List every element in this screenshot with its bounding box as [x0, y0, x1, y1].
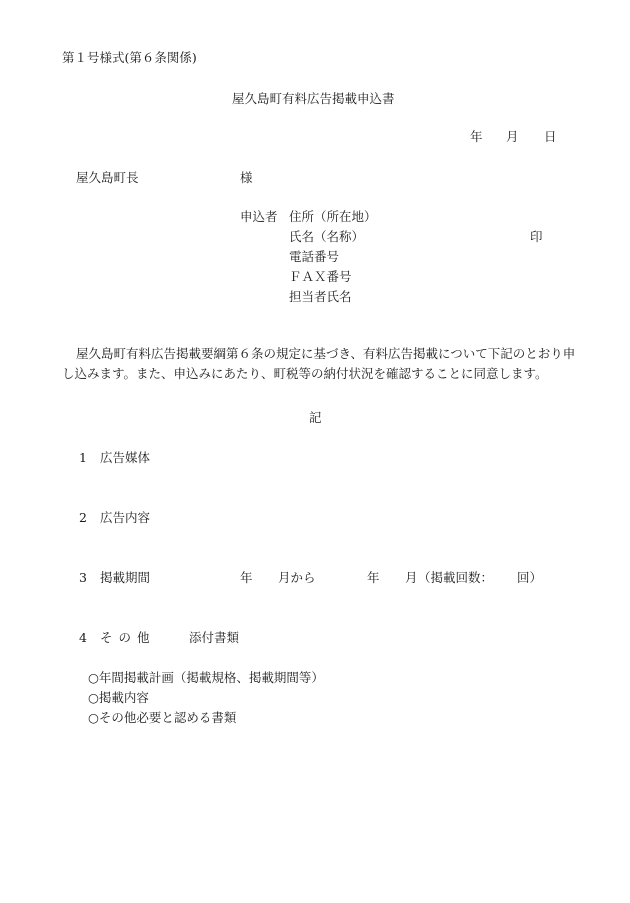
attachment-annual-plan: ○年間掲載計画（掲載規格、掲載期間等） [88, 670, 324, 685]
applicant-name-field: 氏名（名称） [289, 229, 365, 244]
seal-mark: 印 [530, 229, 543, 244]
period-to-year: 年 [367, 570, 380, 585]
form-number: 第１号様式(第６条関係) [62, 50, 197, 65]
addressee-honorific: 様 [240, 170, 253, 185]
date-year-label: 年 [470, 129, 483, 144]
item-3-number: 3 [79, 570, 87, 585]
item-3-label: 掲載期間 [100, 570, 151, 585]
date-month-label: 月 [506, 129, 519, 144]
insertion-count-unit: 回） [517, 570, 543, 585]
application-body-text [62, 344, 582, 384]
item-1-label: 広告媒体 [100, 450, 151, 465]
insertion-count-label: （掲載回数： [418, 570, 494, 585]
item-4-number: 4 [79, 630, 87, 645]
date-day-label: 日 [544, 129, 557, 144]
form-title: 屋久島町有料広告掲載申込書 [232, 91, 395, 106]
item-1-number: 1 [79, 450, 87, 465]
item-2-number: 2 [79, 510, 87, 525]
period-from-month: 月から [278, 570, 316, 585]
item-4-sublabel: 添付書類 [189, 630, 240, 645]
item-2-label: 広告内容 [100, 510, 151, 525]
ki-heading: 記 [309, 410, 322, 425]
period-to-month: 月 [405, 570, 418, 585]
attachment-ad-content: ○掲載内容 [88, 690, 149, 705]
item-4-label: そ の 他 [100, 630, 151, 645]
body-text: 屋久島町有料広告掲載要綱第６条の規定に基づき、有料広告掲載について下記のとおり申し込みます。また、申込みにあたり、町税等の納付状況を確認することに同意します。 [62, 346, 576, 381]
period-from-year: 年 [240, 570, 253, 585]
applicant-phone-field: 電話番号 [289, 249, 340, 264]
applicant-address-field: 住所（所在地） [289, 209, 377, 224]
attachment-other-documents: ○その他必要と認める書類 [88, 710, 237, 725]
applicant-fax-field: ＦＡＸ番号 [289, 269, 352, 284]
applicant-contact-field: 担当者氏名 [289, 289, 352, 304]
applicant-label: 申込者 [240, 209, 278, 224]
addressee-name: 屋久島町長 [76, 170, 139, 185]
